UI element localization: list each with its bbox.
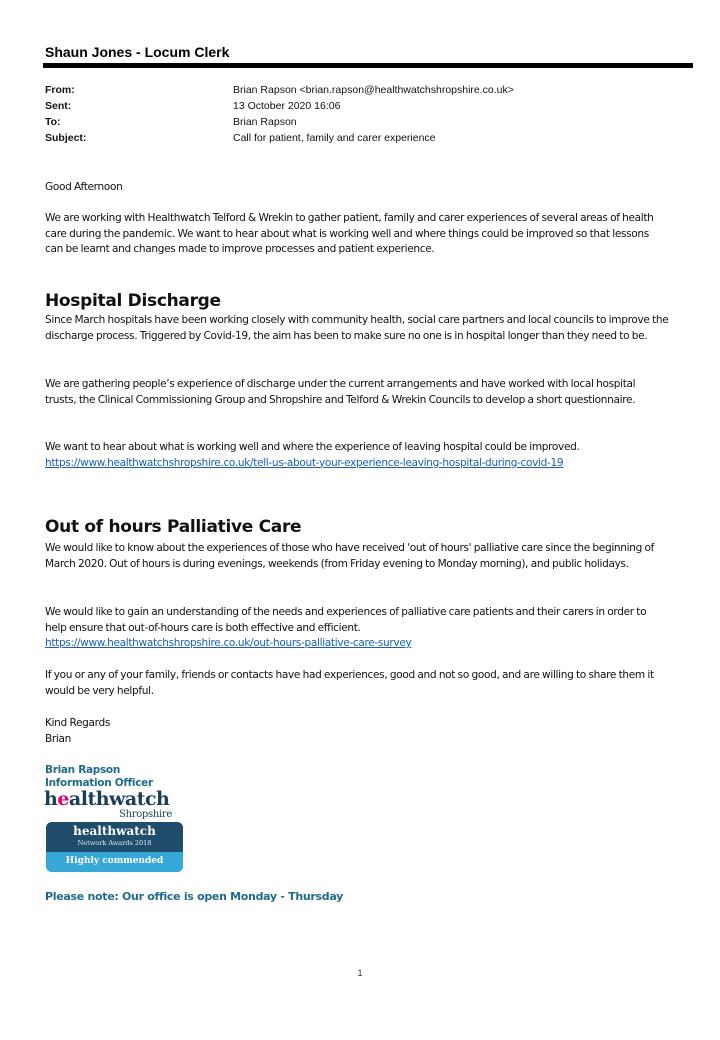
badge-subtitle: Network Awards 2018 <box>77 839 152 847</box>
signature-role: Information Officer <box>45 777 153 789</box>
signoff: Kind Regards <box>45 716 110 729</box>
to-label: To: <box>45 116 61 128</box>
page-title: Shaun Jones - Locum Clerk <box>45 44 230 60</box>
logo-accent-letter: e <box>57 788 69 810</box>
from-label: From: <box>45 84 75 96</box>
closing-paragraph: If you or any of your family, friends or contacts have had experiences, good and not so good, and are willing to share them it would be very helpful. <box>45 668 654 697</box>
signature-name: Brian Rapson <box>45 764 121 776</box>
intro-paragraph: We are working with Healthwatch Telford & Wrekin to gather patient, family and carer experiences of several areas of health care during the pandemic. We want to hear about what is working well and where things could be improved so that lessons can be learnt and changes made to improve processes and patient experience. <box>45 211 654 255</box>
discharge-paragraph-1: Since March hospitals have been working closely with community health, social care partners and local councils to improve the discharge process. Triggered by Covid-19, the aim has been to make sure no one is in hospital longer than they need to be. <box>45 313 669 342</box>
logo-region: Shropshire <box>119 809 172 820</box>
greeting: Good Afternoon <box>45 180 123 193</box>
badge-footer: Highly commended <box>65 856 164 866</box>
subject-value: Call for patient, family and carer experience <box>233 132 436 144</box>
sent-label: Sent: <box>45 100 72 112</box>
palliative-paragraph-2-text: We would like to gain an understanding of the needs and experiences of palliative care patients and their carers in order to help ensure that out-of-hours care is both effective and efficient. <box>45 605 647 634</box>
palliative-survey-link[interactable]: https://www.healthwatchshropshire.co.uk/out-hours-palliative-care-survey <box>45 636 412 649</box>
discharge-paragraph-3 <box>45 439 669 470</box>
from-value: Brian Rapson <brian.rapson@healthwatchshropshire.co.uk> <box>233 84 514 96</box>
discharge-survey-link[interactable]: https://www.healthwatchshropshire.co.uk/tell-us-about-your-experience-leaving-hospital-during-covid-19 <box>45 455 564 469</box>
discharge-paragraph-2: We are gathering people’s experience of discharge under the current arrangements and have worked with local hospital trusts, the Clinical Commissioning Group and Shropshire and Telford & Wrekin Councils to develop a short questionnaire. <box>45 377 636 406</box>
signoff-name: Brian <box>45 732 72 745</box>
sent-value: 13 October 2020 16:06 <box>233 100 341 112</box>
office-hours-note: Please note: Our office is open Monday - Thursday <box>45 890 343 903</box>
palliative-paragraph-1: We would like to know about the experiences of those who have received 'out of hours' palliative care since the beginning of March 2020. Out of hours is during evenings, weekends (from Friday evening to Monday morning), and public holidays. <box>45 541 655 570</box>
section-heading-palliative-care: Out of hours Palliative Care <box>45 517 302 537</box>
logo-wordmark: healthwatch <box>44 788 170 810</box>
page-number: 1 <box>357 968 363 978</box>
to-value: Brian Rapson <box>233 116 297 128</box>
discharge-paragraph-3-text: We want to hear about what is working well and where the experience of leaving hospital could be improved. <box>45 440 580 453</box>
healthwatch-shropshire-logo <box>44 788 174 824</box>
badge-title: healthwatch <box>73 824 156 838</box>
subject-label: Subject: <box>45 132 87 144</box>
title-divider <box>43 63 693 68</box>
palliative-paragraph-2 <box>45 604 669 651</box>
section-heading-hospital-discharge: Hospital Discharge <box>45 291 221 311</box>
award-badge <box>46 822 183 872</box>
